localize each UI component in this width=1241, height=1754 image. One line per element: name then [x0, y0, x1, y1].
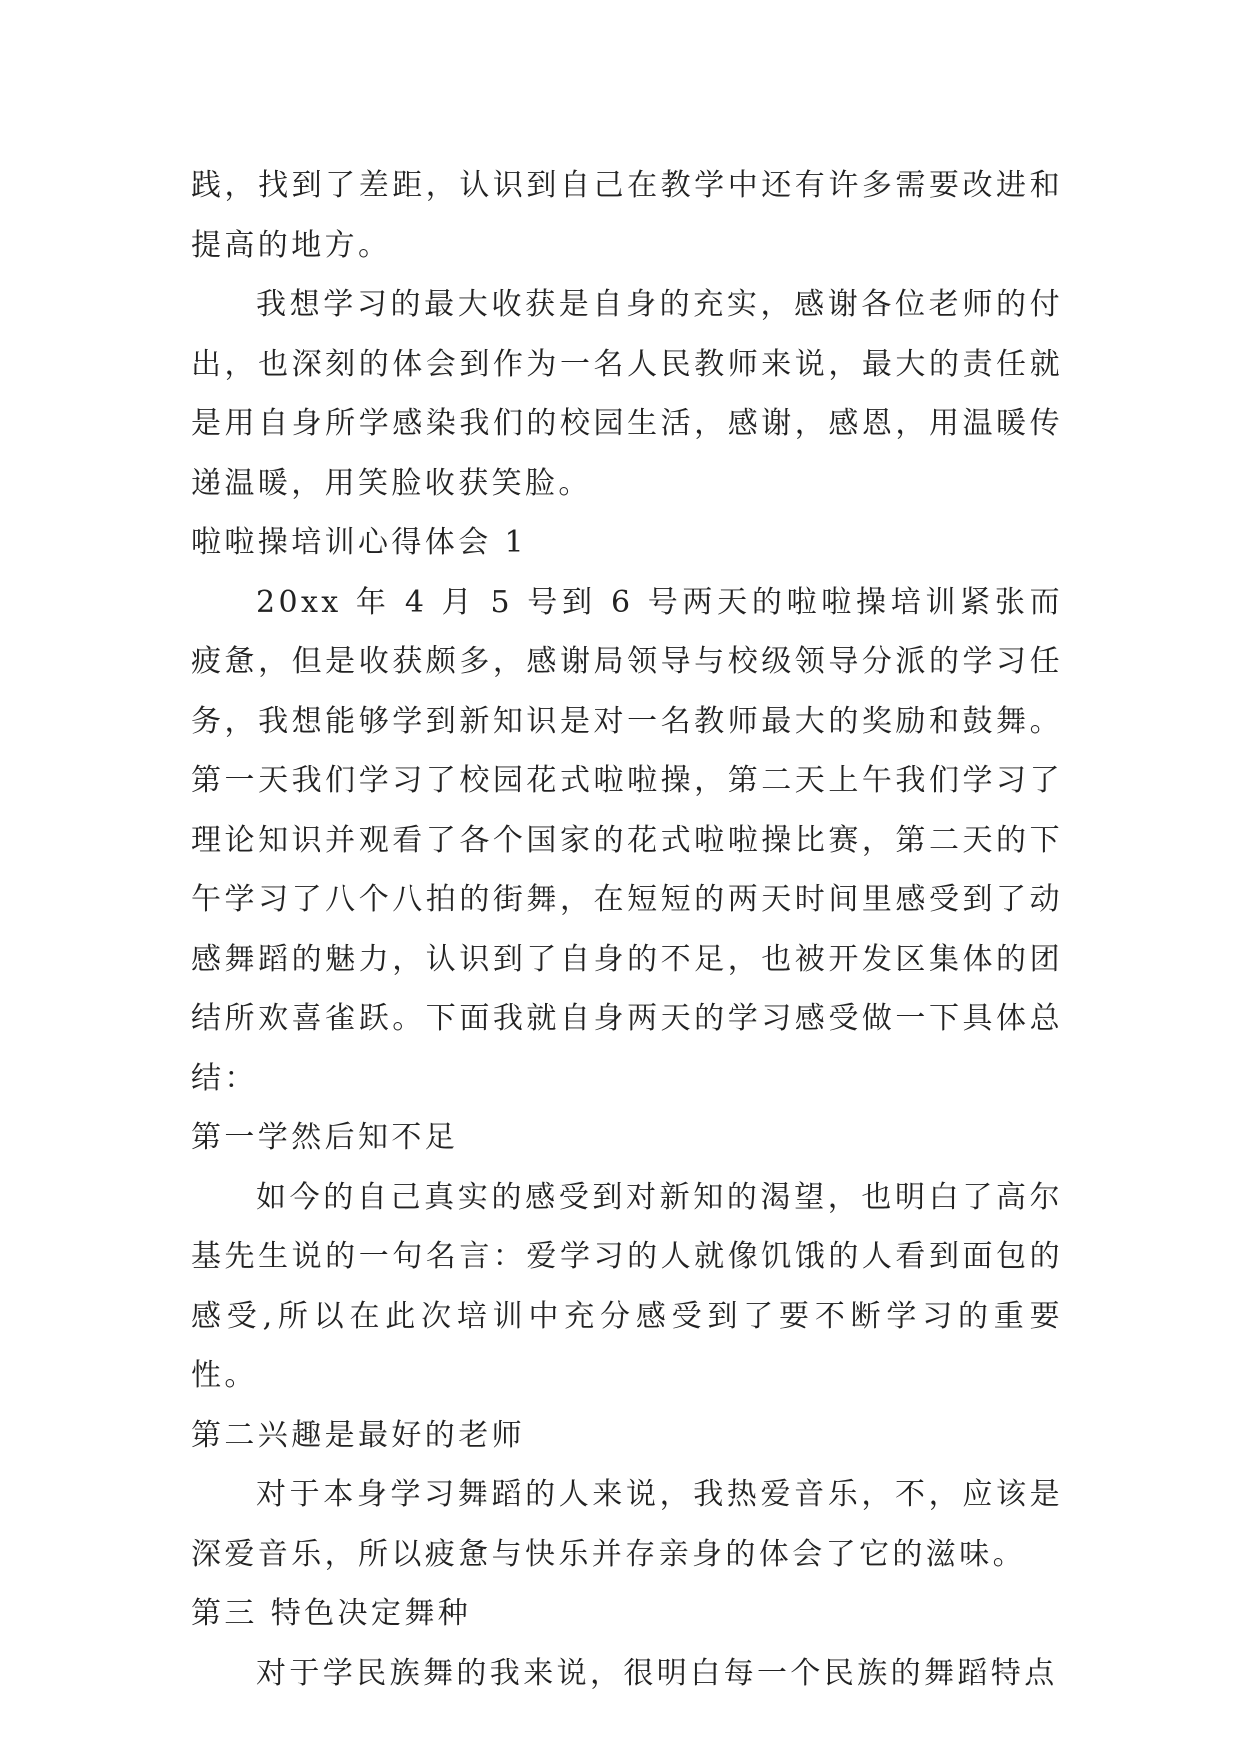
document-body: [191, 156, 1063, 1703]
paragraph-third: 对于学民族舞的我来说，很明白每一个民族的舞蹈特点: [256, 1655, 1058, 1691]
paragraph-training-summary: 20xx 年 4 月 5 号到 6 号两天的啦啦操培训紧张而疲惫，但是收获颇多，感谢局领导与校级领导分派的学习任务，我想能够学到新知识是对一名教师最大的奖励和鼓舞。第一天我们学习了校园花式啦啦操，第二天上午我们学习了理论知识并观看了各个国家的花式啦啦操比赛，第二天的下午学习了八个八拍的街舞，在短短的两天时间里感受到了动感舞蹈的魅力，认识到了自身的不足，也被开发区集体的团结所欢喜雀跃。下面我就自身两天的学习感受做一下具体总结：: [191, 584, 1063, 1096]
section-title: 啦啦操培训心得体会 1: [191, 525, 528, 560]
subheading-second: 第二兴趣是最好的老师: [191, 1417, 525, 1453]
subheading-first: 第一学然后知不足: [191, 1120, 459, 1155]
paragraph-first: 如今的自己真实的感受到对新知的渴望，也明白了高尔基先生说的一句名言：爱学习的人就像饥饿的人看到面包的感受,所以在此次培训中充分感受到了要不断学习的重要性。: [191, 1179, 1063, 1393]
subheading-third: 第三 特色决定舞种: [191, 1596, 472, 1631]
paragraph-reflection: 我想学习的最大收获是自身的充实，感谢各位老师的付出，也深刻的体会到作为一名人民教师来说，最大的责任就是用自身所学感染我们的校园生活，感谢，感恩，用温暖传递温暖，用笑脸收获笑脸。: [191, 287, 1063, 501]
paragraph-continuation: 践，找到了差距，认识到自己在教学中还有许多需要改进和提高的地方。: [191, 168, 1063, 263]
paragraph-second: 对于本身学习舞蹈的人来说，我热爱音乐，不，应该是深爱音乐，所以疲惫与快乐并存亲身的体会了它的滋味。: [191, 1477, 1063, 1572]
